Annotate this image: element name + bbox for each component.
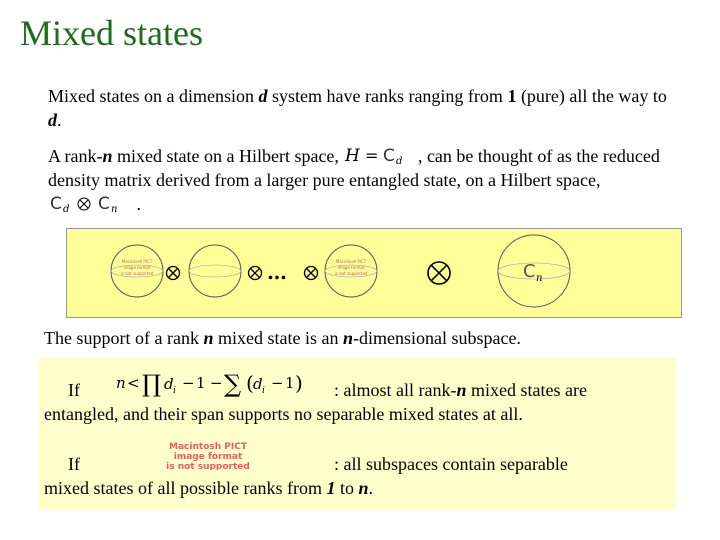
var-n: n (102, 146, 113, 166)
svg-text:(: ( (246, 371, 254, 395)
subsystem-circle (189, 245, 241, 297)
var-n: n (342, 328, 353, 348)
cond1-line2: entangled, and their span supports no separable mixed states at all. (44, 404, 523, 424)
text-span: system have ranks ranging from (267, 86, 508, 106)
text-span: -dimensional subspace. (352, 328, 521, 348)
text-span: . (368, 478, 373, 498)
tiny-text: is not supported (120, 271, 154, 276)
svg-text:−: − (271, 374, 284, 392)
text-span: , can be thought of as the reduced density matrix derived from a larger pure entangled state, on a Hilbert space, (48, 146, 660, 190)
cn-circle (498, 235, 570, 307)
otimes-icon (167, 267, 180, 280)
text-span: A rank- (48, 146, 103, 166)
tiny-text: is not supported (334, 271, 368, 276)
svg-text:i: i (173, 386, 176, 396)
intro-paragraph (48, 84, 668, 132)
tensor-diagram (66, 228, 682, 318)
rank-bound-formula-icon (114, 364, 332, 402)
svg-text:i: i (262, 386, 265, 396)
text-span: mixed state on a Hilbert space, (112, 146, 344, 166)
rank-paragraph (48, 144, 678, 216)
cond1-conclusion (334, 378, 587, 402)
cond1-if: If (68, 380, 80, 400)
text-span: (pure) all the way to (516, 86, 667, 106)
svg-text:=: = (365, 146, 379, 165)
svg-text:−: − (182, 374, 195, 392)
svg-text:d: d (164, 375, 174, 393)
ellipsis: … (267, 260, 287, 284)
svg-text:∏: ∏ (142, 370, 162, 398)
support-statement (44, 328, 521, 349)
tensor-diagram-svg (67, 229, 681, 317)
var-d: d (258, 86, 268, 106)
hilbert-space-equation-icon (343, 144, 413, 166)
subsystem-circle (325, 245, 377, 297)
var-n: n (456, 380, 467, 400)
text-span: mixed state is an (213, 328, 343, 348)
text-span: : almost all rank- (334, 380, 457, 400)
svg-text:C: C (98, 194, 110, 214)
cond2-if: If (68, 454, 80, 474)
text-span: . (57, 110, 62, 130)
text-span: to (335, 478, 359, 498)
cn-label: C (523, 261, 536, 282)
var-n: n (203, 328, 214, 348)
cond2-line2 (44, 476, 373, 500)
tiny-text: image format (123, 265, 151, 270)
otimes-icon (305, 267, 318, 280)
subsystem-circle (111, 245, 163, 297)
svg-text:−: − (210, 374, 223, 392)
svg-text:1: 1 (285, 374, 295, 392)
num-one: 1 (326, 478, 336, 498)
pict-line: image format (173, 452, 243, 462)
svg-text:): ) (295, 371, 303, 395)
unsupported-image-placeholder-icon (118, 440, 298, 470)
otimes-large-icon (428, 262, 450, 284)
var-n: n (358, 478, 369, 498)
pict-line: Macintosh PICT (169, 442, 247, 452)
svg-text:C: C (383, 146, 396, 166)
svg-text:n: n (111, 204, 118, 214)
svg-text:d: d (396, 156, 403, 166)
svg-text:∑: ∑ (224, 370, 242, 398)
svg-text:1: 1 (196, 374, 206, 392)
slide-title: Mixed states (20, 13, 203, 53)
svg-text:H: H (345, 146, 361, 166)
cn-subscript: n (536, 273, 543, 284)
var-d: d (48, 110, 57, 130)
svg-text:d: d (63, 204, 70, 214)
num-one: 1 (507, 86, 517, 106)
cond2-conclusion: : all subspaces contain separable (334, 454, 568, 474)
svg-text:n: n (116, 374, 126, 392)
pict-line: is not supported (166, 462, 250, 470)
tiny-text: Macintosh PICT (335, 259, 367, 264)
text-span: The support of a rank (44, 328, 204, 348)
text-span: mixed states are (466, 380, 587, 400)
svg-text:<: < (127, 374, 140, 392)
tiny-text: Macintosh PICT (121, 259, 153, 264)
svg-text:C: C (50, 194, 62, 214)
svg-text:d: d (253, 375, 263, 393)
text-span: mixed states of all possible ranks from (44, 478, 327, 498)
text-span: Mixed states on a dimension (48, 86, 259, 106)
text-span: . (132, 194, 141, 214)
otimes-icon (249, 267, 262, 280)
tiny-text: image format (337, 265, 365, 270)
tensor-product-icon (48, 192, 132, 214)
